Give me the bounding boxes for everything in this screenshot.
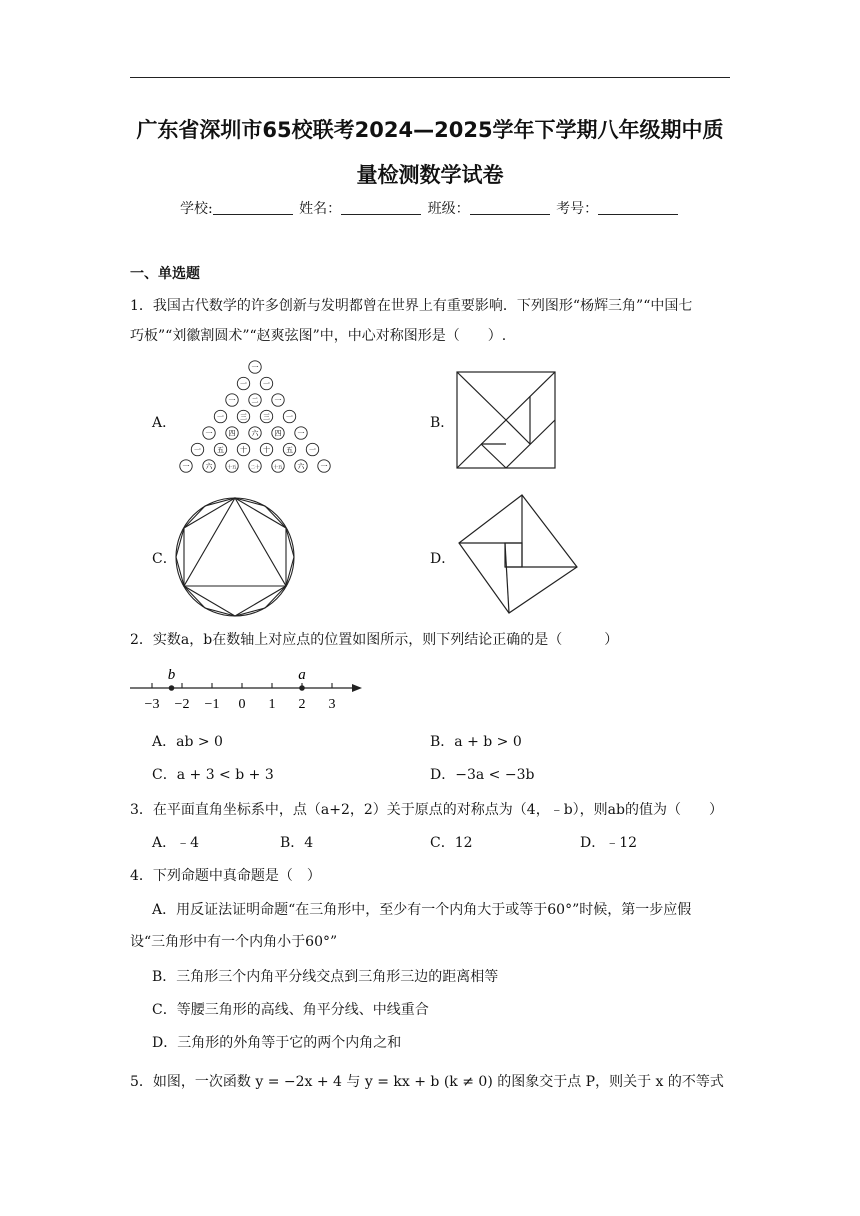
- student-info-line: [180, 198, 680, 218]
- number-line-tick-label: −1: [204, 697, 220, 712]
- q3-stem: 3．在平面直角坐标系中，点（a+2，2）关于原点的对称点为（4，﹣b），则ab的值为（ ）: [130, 802, 723, 818]
- q3-option-a[interactable]: A．﹣4: [152, 835, 200, 851]
- pascal-cell-text: 一: [309, 446, 316, 454]
- q1-option-d-label: D．: [430, 551, 456, 567]
- name-blank[interactable]: [341, 200, 421, 215]
- pascal-cell-text: 一: [274, 396, 282, 405]
- q2-stem: 2．实数a，b在数轴上对应点的位置如图所示，则下列结论正确的是（ ）: [130, 632, 619, 648]
- pascal-cell-text: 十: [263, 446, 270, 454]
- name-label: 姓名：: [299, 201, 342, 217]
- exam-no-label: 考号：: [556, 201, 599, 217]
- pascal-cell-text: 一: [194, 446, 201, 454]
- point-a-dot: [299, 685, 305, 691]
- pascal-cell-text: 一: [263, 380, 270, 388]
- q4-option-a-line2[interactable]: 设“三角形中有一个内角小于60°”: [130, 934, 338, 950]
- point-b-label: b: [167, 667, 176, 683]
- pascal-cell-text: 三: [240, 413, 247, 421]
- q1-option-c-label: C．: [152, 551, 177, 567]
- q1-line2: 巧板”“刘徽割圆术”“赵爽弦图”中，中心对称图形是（ ）.: [130, 328, 507, 344]
- pascal-cell-text: 一: [217, 413, 224, 421]
- exam-title-line1: 广东省深圳市65校联考2024—2025学年下学期八年级期中质: [136, 118, 724, 142]
- number-line-tick-label: −3: [144, 697, 160, 712]
- number-line-tick-label: 0: [238, 697, 246, 712]
- pascal-cell-text: 十五: [227, 465, 237, 471]
- q1-option-a-label: A．: [152, 415, 177, 431]
- pascal-cell-text: 一: [228, 396, 236, 405]
- pascal-cell-text: 一: [240, 380, 247, 388]
- q5-stem: 5．如图，一次函数 y = −2x + 4 与 y = kx + b (k ≠ 0) 的图象交于点 P，则关于 x 的不等式: [130, 1074, 724, 1090]
- pascal-cell-text: 一: [205, 429, 213, 438]
- section-title: 一、单选题: [130, 266, 200, 282]
- tangram-figure: [457, 372, 555, 468]
- school-label: 学校:: [180, 201, 213, 217]
- q2-option-d[interactable]: D．−3a < −3b: [430, 767, 535, 783]
- class-blank[interactable]: [470, 200, 550, 215]
- school-blank[interactable]: [213, 200, 293, 215]
- top-rule: [130, 77, 730, 78]
- q4-option-d[interactable]: D．三角形的外角等于它的两个内角之和: [152, 1035, 402, 1051]
- point-a-label: a: [298, 667, 306, 683]
- pascal-cell-text: 四: [274, 429, 282, 438]
- pascal-cell-text: 二十: [250, 465, 260, 471]
- pascal-cell-text: 一: [182, 462, 190, 471]
- number-line-tick-label: −2: [174, 697, 190, 712]
- pascal-cell-text: 五: [217, 446, 224, 454]
- q3-option-c[interactable]: C．12: [430, 835, 473, 851]
- number-line-figure: [128, 664, 368, 712]
- q3-option-b[interactable]: B．4: [280, 835, 314, 851]
- pascal-cell-text: 五: [286, 446, 293, 454]
- q4-option-b[interactable]: B．三角形三个内角平分线交点到三角形三边的距离相等: [152, 969, 499, 985]
- yang-hui-triangle-figure: [175, 358, 335, 478]
- q2-option-a[interactable]: A．ab > 0: [152, 734, 223, 750]
- number-line-tick-label: 1: [268, 697, 276, 712]
- pascal-cell-text: 一: [251, 363, 259, 372]
- pascal-cell-text: 六: [205, 462, 213, 471]
- pascal-cell-text: 二: [251, 396, 259, 405]
- exam-no-blank[interactable]: [598, 200, 678, 215]
- number-line-tick-label: 3: [328, 697, 336, 712]
- number-line-arrow: [352, 684, 362, 692]
- pascal-cell-text: 十五: [273, 465, 283, 471]
- pascal-cell-text: 十: [240, 446, 247, 454]
- point-b-dot: [169, 685, 175, 691]
- q1-line1: 1．我国古代数学的许多创新与发明都曾在世界上有重要影响．下列图形“杨辉三角”“中国七: [130, 298, 693, 314]
- q1-option-b-label: B．: [430, 415, 455, 431]
- q2-option-b[interactable]: B．a + b > 0: [430, 734, 522, 750]
- pascal-cell-text: 三: [263, 413, 270, 421]
- q4-stem: 4．下列命题中真命题是（ ）: [130, 868, 321, 884]
- pascal-cell-text: 六: [297, 462, 305, 471]
- q4-option-c[interactable]: C．等腰三角形的高线、角平分线、中线重合: [152, 1002, 429, 1018]
- q3-option-d[interactable]: D．﹣12: [580, 835, 638, 851]
- class-label: 班级：: [427, 201, 470, 217]
- exam-title-line2: 量检测数学试卷: [356, 163, 504, 187]
- pascal-cell-text: 一: [320, 462, 328, 471]
- q4-option-a-line1[interactable]: A．用反证法证明命题“在三角形中，至少有一个内角大于或等于60°”时候，第一步应假: [152, 902, 692, 918]
- pascal-cell-text: 一: [286, 413, 293, 421]
- liu-hui-circle-figure: [174, 496, 296, 618]
- number-line-tick-label: 2: [298, 697, 306, 712]
- pascal-cell-text: 四: [228, 429, 236, 438]
- pascal-cell-text: 一: [297, 429, 305, 438]
- pascal-cell-text: 六: [251, 429, 259, 438]
- q2-option-c[interactable]: C．a + 3 < b + 3: [152, 767, 274, 783]
- zhao-shuang-diagram-figure: [457, 493, 579, 615]
